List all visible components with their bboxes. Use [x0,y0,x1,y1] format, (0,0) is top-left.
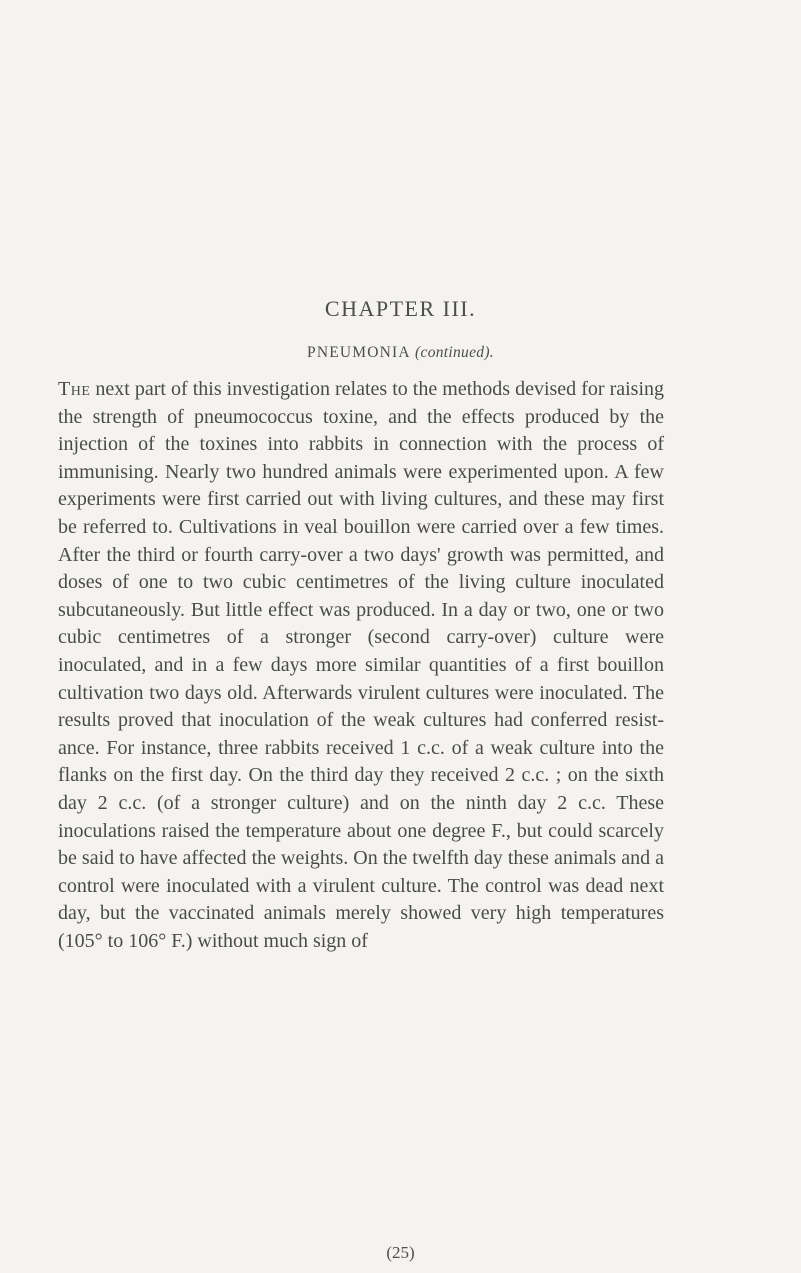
chapter-title: CHAPTER III. [324,296,477,321]
page-number: (25) [386,1243,415,1262]
body-paragraph [58,376,664,955]
body-text: next part of this investigation relates to the methods devised for raising the strength of pneumococcus toxine, and the effects produced by the injection of the toxines into rabbits in connection with the process of immunising. Nearly two hundred animals were experimented upon. A few experiments were first carried out with living cultures, and these may first be referred to. Cultivations in veal bouillon were carried over a few times. After the third or fourth carry-over a two days' growth was permitted, and doses of one to two cubic centimetres of the living culture inoculated subcutaneously. But little effect was produced. In a day or two, one or two cubic centimetres of a stronger (second carry-over) culture were inoculated, and in a few days more similar quantities of a first bouillon cultivation two days old. Afterwards virulent cultures were inoculated. The results proved that inoculation of the weak cultures had conferred resist-ance. For instance, three rabbits received 1 c.c. of a weak culture into the flanks on the first day. On the third day they received 2 c.c. ; on the sixth day 2 c.c. (of a stronger culture) and on the ninth day 2 c.c. These inoculations raised the temperature about one degree F., but could scarcely be said to have affected the weights. On the twelfth day these animals and a control were inoculated with a virulent culture. The control was dead next day, but the vaccinated animals merely showed very high temperatures (105° to 106° F.) without much sign of [58,378,664,952]
running-title-main: PNEUMONIA [307,344,410,361]
running-title [0,344,801,362]
running-title-subtitle: (continued). [415,344,494,361]
body-first-word: The [58,378,91,400]
